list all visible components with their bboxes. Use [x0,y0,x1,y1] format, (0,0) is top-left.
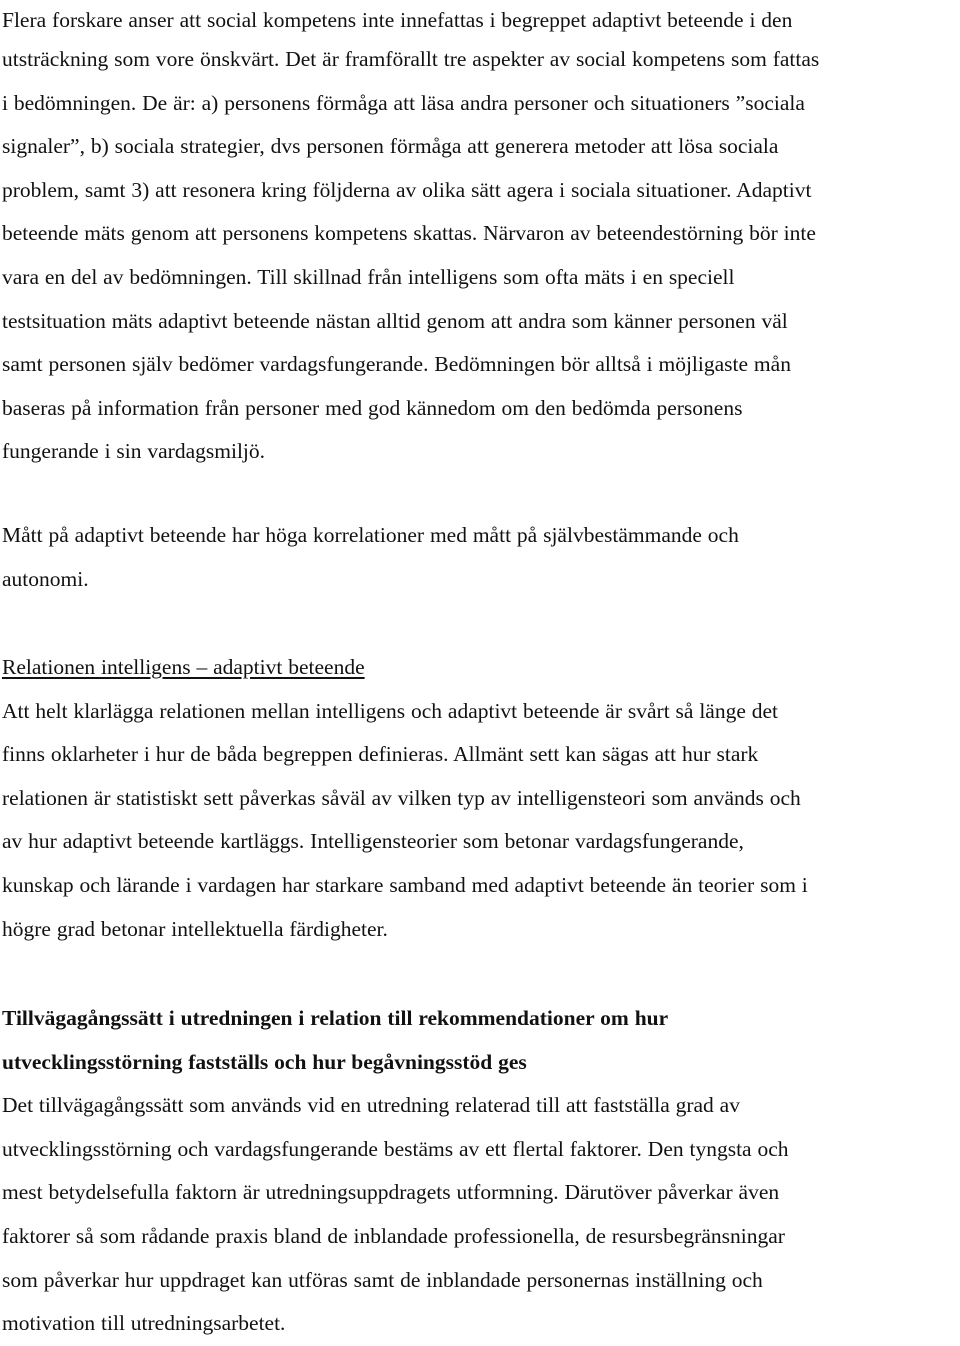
text-line: autonomi. [2,566,89,591]
paragraph-social-competence [2,0,819,474]
text-line: mest betydelsefulla faktorn är utredningsuppdragets utformning. Därutöver påverkar även [2,1180,780,1205]
text-line: Att helt klarlägga relationen mellan intelligens och adaptivt beteende är svårt så länge det [2,698,779,723]
text-line: utvecklingsstörning och vardagsfungerande bestäms av ett flertal faktorer. Den tyngsta och [2,1136,789,1161]
text-line: utsträckning som vore önskvärt. Det är framförallt tre aspekter av social kompetens som fattas [2,47,820,71]
text-line: motivation till utredningsarbetet. [2,1311,286,1336]
text-line: fungerande i sin vardagsmiljö. [2,439,266,464]
text-line: Mått på adaptivt beteende har höga korrelationer med mått på självbestämmande och [2,523,739,547]
section-heading: Tillvägagångssätt i utredningen i relation till rekommendationer om hur [2,1006,669,1030]
text-line: högre grad betonar intellektuella färdigheter. [2,916,388,941]
section-intelligence-relation [2,646,808,951]
text-line: i bedömningen. De är: a) personens förmåga att läsa andra personer och situationers ”sociala [2,90,805,115]
text-line: kunskap och lärande i vardagen har starkare samband med adaptivt beteende än teorier som i [2,872,808,897]
text-line: Det tillvägagångssätt som används vid en utredning relaterad till att fastställa grad av [2,1093,740,1118]
text-line: som påverkar hur uppdraget kan utföras samt de inblandade personernas inställning och [2,1267,763,1292]
section-heading: Relationen intelligens – adaptivt beteende [2,655,365,679]
paragraph-correlations [2,514,739,601]
text-line: Flera forskare anser att social kompetens inte innefattas i begreppet adaptivt beteende i den [2,8,793,32]
section-heading: utvecklingsstörning fastställs och hur begåvningsstöd ges [2,1049,527,1074]
text-line: samt personen själv bedömer vardagsfungerande. Bedömningen bör alltså i möjligaste mån [2,352,791,377]
text-line: testsituation mäts adaptivt beteende nästan alltid genom att andra som känner personen väl [2,308,788,333]
text-line: faktorer så som rådande praxis bland de inblandade professionella, de resursbegränsningar [2,1223,785,1248]
text-line: signaler”, b) sociala strategier, dvs personen förmåga att generera metoder att lösa sociala [2,134,779,159]
text-line: finns oklarheter i hur de båda begreppen definieras. Allmänt sett kan sägas att hur stark [2,742,759,767]
text-line: baseras på information från personer med god kännedom om den bedömda personens [2,395,743,420]
text-line: vara en del av bedömningen. Till skillnad från intelligens som ofta mäts i en speciell [2,264,735,289]
text-line: av hur adaptivt beteende kartläggs. Intelligensteorier som betonar vardagsfungerande, [2,829,744,854]
text-line: problem, samt 3) att resonera kring följderna av olika sätt agera i sociala situationer. Adaptivt [2,177,812,202]
text-line: relationen är statistiskt sett påverkas såväl av vilken typ av intelligensteori som används och [2,785,801,810]
text-line: beteende mäts genom att personens kompetens skattas. Närvaron av beteendestörning bör inte [2,221,816,246]
section-procedure [2,997,789,1346]
